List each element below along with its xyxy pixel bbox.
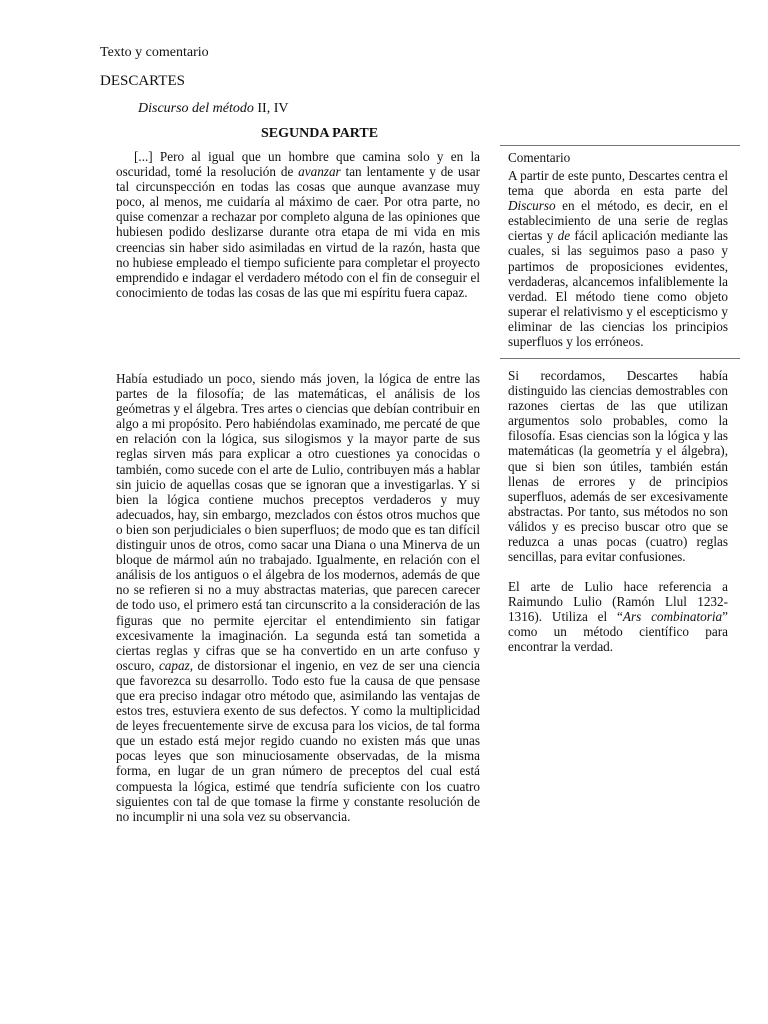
text-run: en el método, es decir, en el establecimiento de una serie de reglas ciertas y (508, 198, 728, 244)
work-chapters: II, IV (253, 101, 289, 116)
divider (500, 145, 740, 146)
author-heading: DESCARTES (100, 73, 185, 89)
page-header-subject: Texto y comentario (100, 45, 209, 60)
emphasis: Ars combinatoria (622, 609, 723, 625)
text-run: tan lentamente y de usar tal circunspección en todas las cosas que aunque avanzase muy poco, al menos, me cuidaría al máximo de caer. Por otra parte, no quise comenzar a rechazar por completo alguna de las opiniones que hubiesen podido deslizarse durante otra etapa de mi vida en mis creencias sin haber sido asimiladas en virtud de la razón, hasta que no hubiese empleado el tiempo suficiente para completar el proyecto emprendido e indagar el verdadero método con el fin de conseguir el conocimiento de todas las cosas de las que mi espíritu fuera capaz. (116, 164, 480, 300)
text-run: Había estudiado un poco, siendo más joven, la lógica de entre las partes de la filosofía; de las matemáticas, el análisis de los geómetras y el álgebra. Tres artes o ciencias que debían contribuir en algo a mi propósito. Pero habiéndolas examinado, me percaté de que en relación con la lógica, sus silogismos y la mayor parte de sus reglas sirven más para explicar a otro cuestiones ya conocidas o también, como sucede con el arte de Lulio, contribuyen más a hablar sin juicio de aquellas cosas que se ignoran que a investigarlas. Y si bien la lógica contiene muchos preceptos verdaderos y muy adecuados, hay, sin embargo, mezclados con éstos otros muchos que o bien son perjudiciales o bien superfluos; de modo que es tan difícil distinguir unos de otros, como sacar una Diana o una Minerva de un bloque de mármol aún no trabajado. Igualmente, en relación con el análisis de los antiguos o el álgebra de los modernos, además de que no se refieren si no a muy abstractas materias, que parecen carecer de todo uso, el primero está tan circunscrito a la consideración de las figuras que no permite ejercitar el entendimiento sin fatigar excesivamente la imaginación. La segunda está tan sometida a ciertas reglas y cifras que se ha convertido en un arte confuso y oscuro, (116, 371, 480, 673)
commentary-title: Comentario (508, 150, 571, 165)
text-run: [...] Pero al igual que un hombre que camina solo y en la oscuridad, tomé la resolución de (116, 149, 480, 180)
commentary-paragraph-3 (508, 579, 728, 654)
main-text-paragraph-2 (116, 371, 480, 824)
emphasis: capaz, (158, 657, 194, 673)
commentary-paragraph-2: Si recordamos, Descartes había distinguido las ciencias demostrables con razones ciertas de las que utilizan argumentos solo probables, como la filosofía. Esas ciencias son la lógica y las matemáticas (la geometría y el álgebra), que si bien son útiles, también están llenas de errores y de principios superfluos, además de ser excesivamente abstractas. Por tanto, sus métodos no son válidos y es preciso buscar otro que se reduzca a unas pocas (cuatro) reglas sencillas, para evitar confusiones. (508, 368, 728, 565)
emphasis: avanzar (298, 164, 341, 180)
text-run: El arte de Lulio hace referencia a Raimundo Lulio (Ramón Llul 1232-1316). Utiliza el “ (508, 579, 728, 625)
emphasis: de (557, 228, 571, 244)
commentary-paragraph-1 (508, 168, 728, 349)
work-reference (138, 101, 289, 117)
text-run: de distorsionar el ingenio, en vez de ser una ciencia que favorezca su desarrollo. Todo esto fue la causa de que pensase que era preciso indagar otro método que, asimilando las ventajas de estos tres, estuviera exento de sus defectos. Y como la multiplicidad de leyes frecuentemente sirve de excusa para los vicios, de tal forma que un estado está mejor regido cuando no existen más que unas pocas leyes que son minuciosamente observadas, de la misma forma, en lugar de un gran número de preceptos del cual está compuesta la lógica, estimé que tendría suficiente con los cuatro siguientes con tal de que tomase la firme y constante resolución de no incumplir ni una sola vez su observancia. (116, 657, 480, 824)
work-title: Discurso del método (138, 101, 254, 116)
section-title: SEGUNDA PARTE (261, 126, 379, 141)
text-run: ” como un método científico para encontrar la verdad. (508, 609, 728, 655)
divider (500, 358, 740, 359)
main-text-paragraph-1 (116, 149, 480, 300)
text-run: A partir de este punto, Descartes centra el tema que aborda en esta parte del (508, 168, 728, 199)
text-run: fácil aplicación mediante las cuales, si las seguimos paso a paso y partimos de proposiciones evidentes, verdaderas, alcancemos infaliblemente la verdad. El método tiene como objeto superar el relativismo y el escepticismo y eliminar de las ciencias los principios superfluos y los erróneos. (508, 228, 728, 350)
emphasis: Discurso (508, 198, 556, 214)
